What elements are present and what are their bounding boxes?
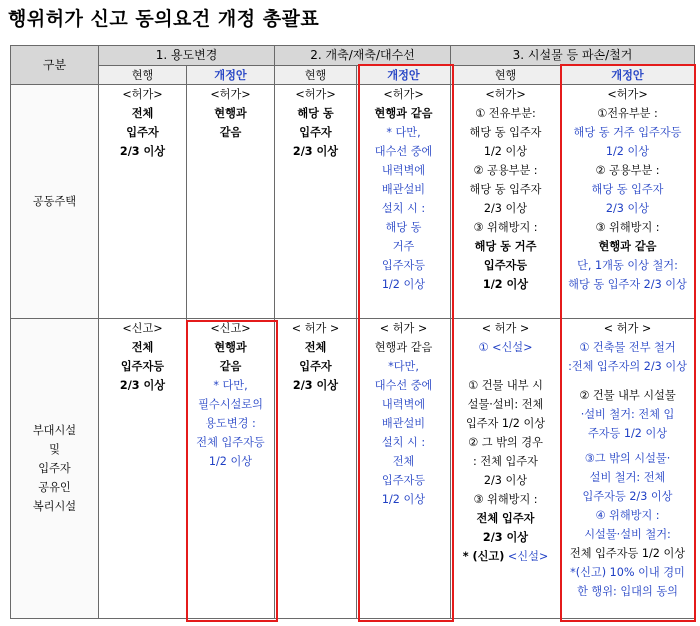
apartment-c4: <허가> 현행과 같음 * 다만, 대수선 중에 내력벽에 배관설비 설치 시 : 해당 동 거주 입주자등 1/2 이상 [357,85,451,319]
summary-table [10,45,695,619]
current-header: 현행 [99,66,187,85]
page-title: 행위허가 신고 동의요건 개정 총괄표 [8,8,320,30]
group-header-3: 3. 시설물 등 파손/철거 [451,46,695,66]
apartment-label: 공동주택 [11,85,99,319]
apartment-c2: <허가> 현행과 같음 [187,85,275,319]
current-header: 현행 [275,66,357,85]
apartment-c1: <허가> 전체 입주자 2/3 이상 [99,85,187,319]
revised-header: 개정안 [561,66,695,85]
facilities-c2: <신고> 현행과 같음 * 다만, 필수시설로의 용도변경 : 전체 입주자등 1/2 이상 [187,319,275,619]
facilities-row [11,319,695,619]
facilities-label: 부대시설 및 입주자 공유인 복리시설 [11,319,99,619]
apartment-c5: <허가> ① 전유부분: 해당 동 입주자 1/2 이상 ② 공용부분 : 해당 동 입주자 2/3 이상 ③ 위해방지 : 해당 동 거주 입주자등 1/2 이상 [451,85,561,319]
facilities-c6: < 허가 > ① 건축물 전부 철거 :전체 입주자의 2/3 이상 ② 건물 내부 시설물 ·설비 철거: 전체 입 주자등 1/2 이상 ③그 밖의 시설물· 설비 철거: 전체 입주자등 2/3 이상 ④ 위해방지 : 시설물·설비 철거: 전체 입주자등 1/2 이상 *(신고) 10% 이내 경미 한 행위: 입대의 동의 [561,319,695,619]
group-header-1: 1. 용도변경 [99,46,275,66]
facilities-c5: < 허가 > ① <신설> ① 건물 내부 시 설물·설비: 전체 입주자 1/2 이상 ② 그 밖의 경우 : 전체 입주자 2/3 이상 ③ 위해방지 : 전체 입주자 2/3 이상 * (신고) <신설> [451,319,561,619]
apartment-row [11,85,695,319]
gubun-header: 구분 [11,46,99,85]
apartment-c3: <허가> 해당 동 입주자 2/3 이상 [275,85,357,319]
facilities-c4: < 허가 > 현행과 같음 *다만, 대수선 중에 내력벽에 배관설비 설치 시 : 전체 입주자등 1/2 이상 [357,319,451,619]
current-header: 현행 [451,66,561,85]
facilities-c3: < 허가 > 전체 입주자 2/3 이상 [275,319,357,619]
header-row-sub [11,66,695,85]
apartment-c6: <허가> ①전유부분 : 해당 동 거주 입주자등 1/2 이상 ② 공용부분 : 해당 동 입주자 2/3 이상 ③ 위해방지 : 현행과 같음 단, 1개동 이상 철거: 해당 동 입주자 2/3 이상 [561,85,695,319]
facilities-c1: <신고> 전체 입주자등 2/3 이상 [99,319,187,619]
header-row-groups [11,46,695,66]
group-header-2: 2. 개축/재축/대수선 [275,46,451,66]
revised-header: 개정안 [357,66,451,85]
revised-header: 개정안 [187,66,275,85]
